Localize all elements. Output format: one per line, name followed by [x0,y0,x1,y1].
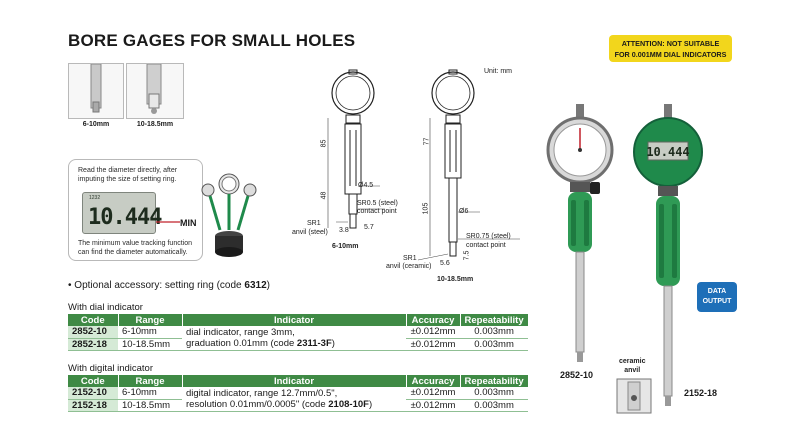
row-repeatability: 0.003mm [460,399,528,411]
dial-table-label: With dial indicator [68,302,143,313]
row-accuracy: ±0.012mm [406,387,460,399]
thumbnail-caption-6-10: 6-10mm [82,121,110,128]
row-repeatability: 0.003mm [460,387,528,399]
table-header-row [68,314,528,326]
dim-anvil-steel: anvil (steel) [292,229,328,236]
drawing-caption-left: 6-10mm [332,243,359,250]
page-title: BORE GAGES FOR SMALL HOLES [68,31,356,50]
ceramic-anvil-line-2: anvil [624,367,641,374]
header-repeatability: Repeatability [460,375,528,387]
dim-5-7: 5.7 [364,224,374,231]
table-row [68,387,528,399]
row-range: 10-18.5mm [118,399,182,411]
thumbnail-10-18 [126,63,184,119]
lcd-display [82,192,162,234]
indicator-suffix: ) [331,337,335,349]
unit-label: Unit: mm [484,68,512,75]
attention-line-2: FOR 0.001MM DIAL INDICATORS [614,50,727,59]
row-code: 2152-18 [68,399,118,411]
ceramic-anvil-line-1: ceramic [619,358,646,365]
setting-ring-illustration [198,170,260,258]
row-code: 2852-10 [68,326,118,338]
table-header-row [68,375,528,387]
row-indicator [182,326,406,350]
header-accuracy: Accuracy [406,314,460,326]
optional-accessory [68,280,270,291]
row-accuracy: ±0.012mm [406,399,460,411]
indicator-suffix: ) [368,398,373,410]
indicator-line-1: dial indicator, range 3mm, [186,326,295,338]
info-top-line-1: Read the diameter directly, after [78,167,178,174]
accessory-text: Optional accessory: setting ring (code [74,280,245,291]
technical-drawing [290,68,530,283]
indicator-line-2 [186,338,402,349]
accessory-code: 6312 [244,280,267,291]
attention-badge [609,35,732,62]
dim-anvil-ceramic: anvil (ceramic) [386,263,432,270]
digital-display-reading: 10.444 [646,145,690,159]
accessory-bullet: • [68,280,72,291]
indicator-text: resolution 0.01mm/0.0005" (code [186,398,329,410]
indicator-line-1: digital indicator, range 12.7mm/0.5", [186,387,338,399]
row-range: 6-10mm [118,387,182,399]
info-bottom-line-2: can find the diameter automatically. [78,248,188,256]
thumbnail-6-10 [68,63,124,119]
dim-contact-point-left: contact point [357,208,397,215]
drawing-caption-right: 10-18.5mm [437,276,474,283]
dim-7-5: 7.5 [463,250,471,261]
row-code: 2852-18 [68,338,118,350]
dim-sr0-5: SR0.5 (steel) [357,200,398,207]
dim-sr0-75: SR0.75 (steel) [466,233,511,240]
row-indicator [182,387,406,411]
header-indicator: Indicator [182,314,406,326]
accessory-suffix: ) [266,280,270,291]
info-top-text [78,167,177,184]
header-accuracy: Accuracy [406,375,460,387]
min-label: MIN [180,218,197,228]
dim-5-6: 5.6 [440,260,450,267]
ceramic-anvil-closeup [616,378,652,414]
dim-diameter-6: Ø6 [459,208,469,215]
attention-line-1: ATTENTION: NOT SUITABLE [621,39,720,48]
dim-diameter-4-5: Ø4.5 [358,182,374,189]
data-output-line-1: DATA [707,288,727,295]
digital-spec-table [68,375,529,412]
digital-table-label: With digital indicator [68,363,154,374]
probe-tip-large-image [127,64,183,118]
data-output-line-2: OUTPUT [702,298,732,305]
dim-contact-point-right: contact point [466,242,506,249]
indicator-text: graduation 0.01mm (code [186,337,297,349]
header-indicator: Indicator [182,375,406,387]
row-repeatability: 0.003mm [460,338,528,350]
row-range: 10-18.5mm [118,338,182,350]
data-output-badge [697,282,737,312]
row-accuracy: ±0.012mm [406,338,460,350]
table-row [68,326,528,338]
indicator-code: 2108-10F [328,398,369,410]
header-range: Range [118,375,182,387]
header-repeatability: Repeatability [460,314,528,326]
row-code: 2152-10 [68,387,118,399]
min-arrow-icon [156,214,182,230]
info-top-line-2: imputing the size of setting ring. [78,175,177,183]
header-code: Code [68,314,118,326]
probe-tip-small-image [69,64,123,118]
thumbnail-caption-10-18: 10-18.5mm [136,121,174,128]
info-bottom-text [78,240,192,257]
lcd-reading: 10.444 [88,205,162,230]
header-code: Code [68,375,118,387]
ceramic-anvil-label [619,357,645,375]
dim-sr1-right: SR1 [403,255,417,262]
digital-photo-caption: 2152-18 [684,388,718,398]
indicator-code: 2311-3F [296,337,332,349]
indicator-line-2 [186,399,402,410]
dim-105: 105 [422,202,430,215]
dial-gauge-photo [540,100,620,370]
dial-photo-caption: 2852-10 [560,370,594,380]
dim-77: 77 [423,137,431,146]
dim-3-8: 3.8 [339,227,349,234]
row-repeatability: 0.003mm [460,326,528,338]
dial-spec-table [68,314,529,351]
row-accuracy: ±0.012mm [406,326,460,338]
dim-sr1-left: SR1 [307,220,321,227]
lcd-mark: 1232 [89,195,101,201]
row-range: 6-10mm [118,326,182,338]
dim-48: 48 [320,191,328,200]
header-range: Range [118,314,182,326]
dim-85: 85 [320,139,328,148]
info-bottom-line-1: The minimum value tracking function [78,240,192,247]
